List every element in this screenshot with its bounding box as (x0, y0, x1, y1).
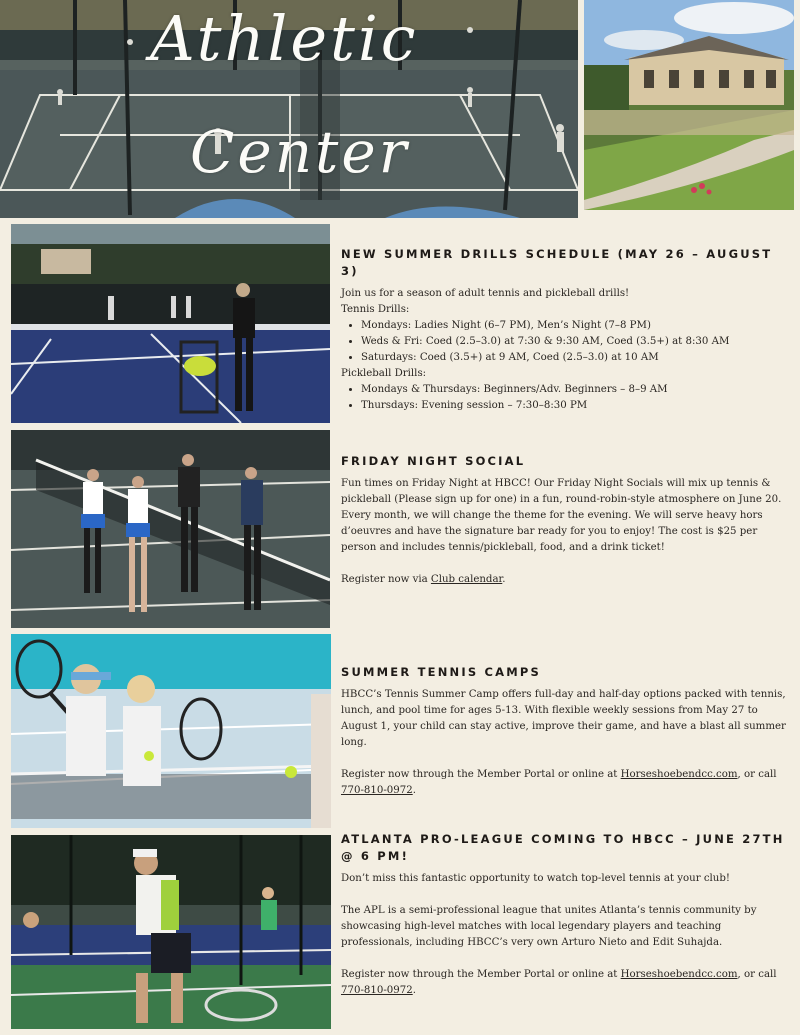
register-suffix: . (412, 785, 416, 796)
tennis-drills-list (341, 318, 787, 366)
drills-title: NEW SUMMER DRILLS SCHEDULE (MAY 26 – AUGUST 3) (341, 247, 773, 278)
friday-social-title: FRIDAY NIGHT SOCIAL (341, 454, 526, 468)
summer-camps-section (341, 664, 787, 799)
pro-league-section (341, 831, 787, 999)
tennis-drills-heading: Tennis Drills: (341, 304, 410, 315)
pro-league-register (341, 967, 787, 999)
pickleball-drill-item: • Mondays & Thursdays: Beginners/Adv. Beginners – 8–9 AM (361, 382, 787, 398)
register-suffix: . (412, 985, 416, 996)
drills-section (341, 246, 787, 414)
friday-social-register (341, 572, 787, 588)
register-text: Register now via (341, 574, 431, 585)
pro-league-body-2: The APL is a semi-professional league that unites Atlanta’s tennis community by showcasing high-level matches with local legendary players and teaching professionals, including HBCC’s very own Arturo Nieto and Edit Suhajda. (341, 905, 757, 948)
summer-camps-title: SUMMER TENNIS CAMPS (341, 665, 542, 679)
pro-league-title: ATLANTA PRO-LEAGUE COMING TO HBCC – JUNE 27TH @ 6 PM! (341, 832, 785, 863)
pro-league-body-1: Don’t miss this fantastic opportunity to watch top-level tennis at your club! (341, 873, 730, 884)
tennis-drill-item: • Weds & Fri: Coed (2.5–3.0) at 7:30 & 9:30 AM, Coed (3.5+) at 8:30 AM (361, 334, 787, 350)
summer-camps-register (341, 767, 787, 799)
register-mid: , or call (737, 769, 777, 780)
pickleball-drill-item: • Thursdays: Evening session – 7:30–8:30 PM (361, 398, 787, 414)
pickleball-drills-list (341, 382, 787, 414)
club-calendar-link[interactable]: Club calendar (430, 574, 503, 585)
phone-link[interactable]: 770-810-0972 (341, 785, 413, 796)
register-mid: , or call (737, 969, 777, 980)
drills-intro: Join us for a season of adult tennis and pickleball drills! (341, 288, 630, 299)
friday-social-body: Fun times on Friday Night at HBCC! Our Friday Night Socials will mix up tennis & pickleball (Please sign up for one) in a fun, round-robin-style atmosphere on June 20. Every month, we will change the theme for the evening. We will serve heavy hors d’oeuvres and have the signature bar ready for you to enjoy! The cost is $25 per person and includes tennis/pickleball, food, and a drink ticket! (341, 478, 782, 553)
tennis-drill-item: • Saturdays: Coed (3.5+) at 9 AM, Coed (2.5–3.0) at 10 AM (361, 350, 787, 366)
summer-camps-body: HBCC’s Tennis Summer Camp offers full-day and half-day options packed with tennis, lunch, and pool time for ages 5-13. With flexible weekly sessions from May 27 to August 1, your child can stay active, improve their game, and have a blast all summer long. (341, 689, 786, 748)
pickleball-drills-heading: Pickleball Drills: (341, 368, 427, 379)
drills-photo (11, 224, 330, 423)
summer-camps-photo (11, 634, 331, 828)
register-text: Register now through the Member Portal or online at (341, 769, 621, 780)
hero-title-line2: Center (190, 118, 410, 186)
hero-court-photo (0, 0, 578, 218)
friday-social-photo (11, 430, 330, 628)
clubhouse-photo (584, 0, 794, 210)
register-text: Register now through the Member Portal or online at (341, 969, 621, 980)
website-link[interactable]: Horseshoebendcc.com (620, 769, 738, 780)
friday-social-section (341, 453, 787, 588)
phone-link[interactable]: 770-810-0972 (341, 985, 413, 996)
hero-title-line1: Athletic (150, 2, 419, 75)
website-link[interactable]: Horseshoebendcc.com (620, 969, 738, 980)
pro-league-photo (11, 835, 331, 1029)
tennis-drill-item: • Mondays: Ladies Night (6–7 PM), Men’s Night (7–8 PM) (361, 318, 787, 334)
register-suffix: . (502, 574, 506, 585)
